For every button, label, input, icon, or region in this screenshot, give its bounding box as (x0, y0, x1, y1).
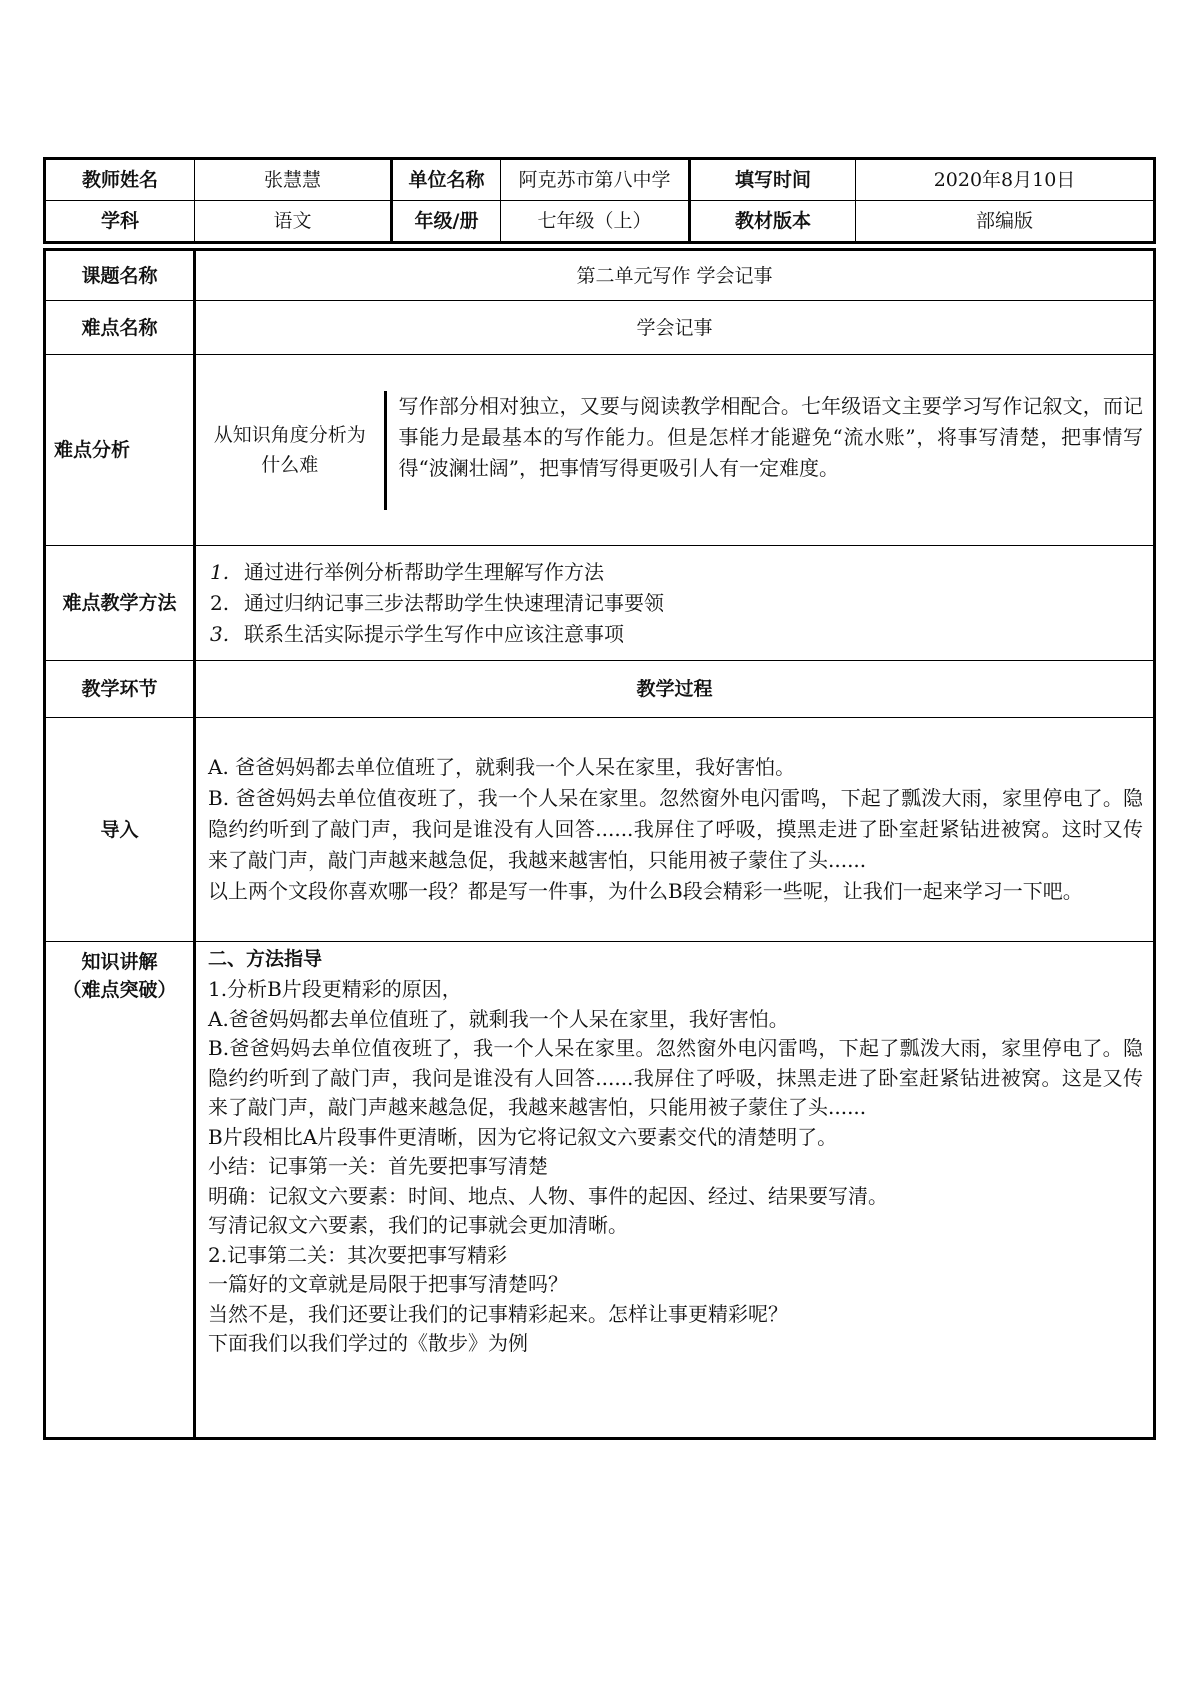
intro-line-b: B. 爸爸妈妈去单位值夜班了，我一个人呆在家里。忽然窗外电闪雷鸣，下起了瓢泼大雨，家里停电了。隐隐约约听到了敲门声，我问是谁没有人回答......我屏住了呼吸，摸黑走进了卧室赶紧钻进被窝。这时又传来了敲门声，敲门声越来越急促，我越来越害怕，只能用被子蒙住了头...... (208, 786, 1143, 872)
process-header-row (45, 661, 1155, 718)
knowledge-row (45, 942, 1155, 1439)
method-num-2: 2. (210, 590, 230, 615)
fill-time-label: 填写时间 (690, 159, 856, 201)
method-num-1: 1. (210, 559, 230, 584)
knowledge-content (195, 942, 1155, 1439)
list-item (196, 619, 1153, 650)
analysis-text-cell (385, 391, 1153, 510)
knowledge-line-1: 1.分析B片段更精彩的原因， (208, 977, 462, 1001)
knowledge-line-5: 小结：记事第一关：首先要把事写清楚 (208, 1154, 548, 1178)
difficulty-value: 学会记事 (195, 301, 1155, 355)
method-label: 难点教学方法 (45, 546, 195, 661)
difficulty-row (45, 301, 1155, 355)
main-table (43, 248, 1156, 1440)
difficulty-label: 难点名称 (45, 301, 195, 355)
intro-content (195, 718, 1155, 942)
lesson-plan-sheet (43, 157, 1153, 1440)
knowledge-line-2: A.爸爸妈妈都去单位值班了，就剩我一个人呆在家里，我好害怕。 (208, 1006, 789, 1031)
intro-row (45, 718, 1155, 942)
knowledge-label (45, 942, 195, 1439)
knowledge-line-3: B.爸爸妈妈去单位值夜班了，我一个人呆在家里。忽然窗外电闪雷鸣，下起了瓢泼大雨，家里停电了。隐隐约约听到了敲门声，我问是谁没有人回答......我屏住了呼吸，抹黑走进了卧室赶紧钻进被窝。这是又传来了敲门声，敲门声越来越急促，我越来越害怕，只能用被子蒙住了头...... (208, 1036, 1143, 1119)
method-text-2: 通过归纳记事三步法帮助学生快速理清记事要领 (244, 590, 664, 615)
analysis-text: 写作部分相对独立，又要与阅读教学相配合。七年级语文主要学习写作记叙文，而记事能力是最基本的写作能力。但是怎样才能避免“流水账”，将事写清楚，把事情写得“波澜壮阔”，把事情写得更吸引人有一定难度。 (398, 393, 1143, 480)
analysis-row (45, 355, 1155, 546)
list-item (196, 588, 1153, 619)
unit-name-label: 单位名称 (392, 159, 501, 201)
process-title: 教学过程 (195, 661, 1155, 718)
edition-value: 部编版 (856, 201, 1155, 243)
grade-value: 七年级（上） (501, 201, 690, 243)
knowledge-label-line2: （难点突破） (62, 979, 177, 1001)
knowledge-line-7: 写清记叙文六要素，我们的记事就会更加清晰。 (208, 1213, 628, 1237)
knowledge-line-9: 一篇好的文章就是局限于把事写清楚吗？ (208, 1272, 568, 1296)
analysis-content (195, 355, 1155, 546)
header-row-1 (45, 159, 1155, 201)
knowledge-line-10: 当然不是，我们还要让我们的记事精彩起来。怎样让事更精彩呢？ (208, 1301, 788, 1326)
method-text-3: 联系生活实际提示学生写作中应该注意事项 (244, 621, 624, 646)
subject-label: 学科 (45, 201, 195, 243)
knowledge-line-11: 下面我们以我们学过的《散步》为例 (208, 1331, 528, 1355)
knowledge-line-6: 明确：记叙文六要素：时间、地点、人物、事件的起因、经过、结果要写清。 (208, 1183, 888, 1208)
teacher-name-label: 教师姓名 (45, 159, 195, 201)
grade-label: 年级/册 (392, 201, 501, 243)
knowledge-label-line1: 知识讲解 (81, 951, 158, 973)
analysis-inner (196, 391, 1153, 510)
topic-label: 课题名称 (45, 250, 195, 301)
topic-row (45, 250, 1155, 301)
topic-value: 第二单元写作 学会记事 (195, 250, 1155, 301)
intro-line-a: A. 爸爸妈妈都去单位值班了，就剩我一个人呆在家里，我好害怕。 (208, 755, 796, 779)
method-list (195, 546, 1155, 661)
unit-name-value: 阿克苏市第八中学 (501, 159, 690, 201)
knowledge-section-title: 二、方法指导 (208, 948, 323, 970)
analysis-sub-label: 从知识角度分析为什么难 (213, 424, 366, 476)
list-item (196, 557, 1153, 588)
process-stage-label: 教学环节 (45, 661, 195, 718)
analysis-label: 难点分析 (45, 355, 195, 546)
method-num-3: 3. (210, 621, 230, 646)
teacher-name-value: 张慧慧 (195, 159, 392, 201)
method-row (45, 546, 1155, 661)
knowledge-line-4: B片段相比A片段事件更清晰，因为它将记叙文六要素交代的清楚明了。 (208, 1124, 838, 1149)
subject-value: 语文 (195, 201, 392, 243)
fill-time-value: 2020年8月10日 (856, 159, 1155, 201)
intro-line-question: 以上两个文段你喜欢哪一段？都是写一件事，为什么B段会精彩一些呢，让我们一起来学习一下吧。 (208, 879, 1083, 903)
header-table (43, 157, 1156, 244)
intro-label: 导入 (45, 718, 195, 942)
method-text-1: 通过进行举例分析帮助学生理解写作方法 (244, 559, 604, 584)
header-row-2 (45, 201, 1155, 243)
knowledge-line-8: 2.记事第二关：其次要把事写精彩 (208, 1242, 508, 1267)
edition-label: 教材版本 (690, 201, 856, 243)
